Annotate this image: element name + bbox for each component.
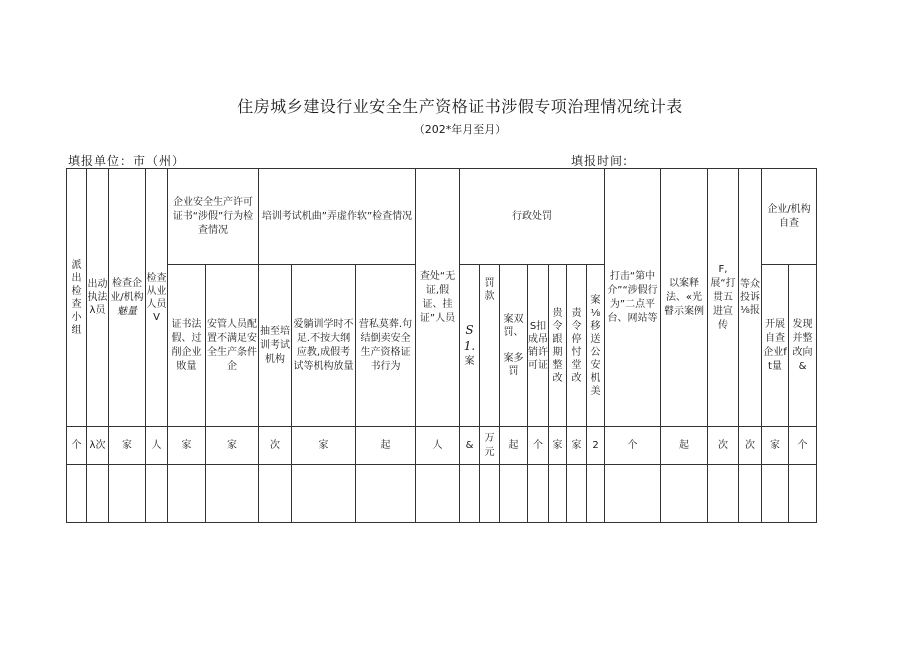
header-checked-practitioners: 检查从业人员V (146, 169, 168, 427)
data-cell[interactable] (480, 465, 500, 523)
unit-cell: 起 (500, 427, 528, 465)
empty-data-row (67, 465, 817, 523)
header-license-revoked: S扣成吊销许可证 (528, 265, 549, 427)
data-cell[interactable] (605, 465, 661, 523)
unit-cell: 个 (67, 427, 87, 465)
data-cell[interactable] (206, 465, 259, 523)
fill-time-label: 填报时间: (571, 154, 629, 168)
data-cell[interactable] (708, 465, 739, 523)
fill-unit-label: 填报单位：市（州） (68, 154, 186, 168)
header-five-campaign: F,展“打贯五进宣传 (708, 169, 739, 427)
unit-cell: 起 (356, 427, 416, 465)
header-transfer-police: 案⅛移送公安机美 (587, 265, 605, 427)
units-row (67, 427, 817, 465)
header-checked-enterprises-label: 检查企业/机构 (110, 277, 144, 303)
header-group-self-inspection: 企业/机构自查 (762, 169, 817, 265)
header-certificate-trafficking: 营私莫葬.句结倒卖安全生产资格证书行为 (356, 265, 416, 427)
unit-cell: 家 (206, 427, 259, 465)
header-self-inspected-enterprises: 开展自查企业ft量 (762, 265, 789, 427)
header-multi-penalty-label: 案多罚 (503, 353, 524, 377)
data-cell[interactable] (109, 465, 146, 523)
header-group-enterprise-license: 企业安全生产许可证书“涉假”行为检查情况 (168, 169, 259, 265)
data-cell[interactable] (762, 465, 789, 523)
unit-cell: 家 (292, 427, 356, 465)
unit-cell: 次 (708, 427, 739, 465)
data-cell[interactable] (460, 465, 480, 523)
header-case-count-label: 案 (464, 355, 475, 367)
header-public-reports: 等众投诉⅛报 (739, 169, 762, 427)
data-cell[interactable] (146, 465, 168, 523)
unit-cell: 个 (605, 427, 661, 465)
header-case-warning: 以案释法、«光瞽示案例 (661, 169, 708, 427)
data-cell[interactable] (549, 465, 567, 523)
header-case-count-mark: S1. (463, 322, 476, 353)
data-cell[interactable] (789, 465, 817, 523)
period-subtitle: （202*年月至月） (413, 123, 507, 136)
data-cell[interactable] (67, 465, 87, 523)
unit-cell: 家 (549, 427, 567, 465)
data-cell[interactable] (528, 465, 549, 523)
header-uncertified-personnel: 查处“无证,假证、挂证”人员 (416, 169, 460, 427)
unit-cell: 2 (587, 427, 605, 465)
header-dual-penalty (500, 265, 528, 427)
header-insufficient-hours: 爱躺训学时不足.不按大纲应教,成假考试等机构放量 (292, 265, 356, 427)
header-issues-found-rectified: 发现并整改向& (789, 265, 817, 427)
page-title: 住房城乡建设行业安全生产资格证书涉假专项治理情况统计表 (237, 97, 683, 116)
data-cell[interactable] (587, 465, 605, 523)
unit-cell: 家 (168, 427, 206, 465)
unit-cell: 次 (259, 427, 292, 465)
unit-cell: 次 (739, 427, 762, 465)
data-cell[interactable] (661, 465, 708, 523)
data-cell[interactable] (500, 465, 528, 523)
header-training-institutions-checked: 抽至培训考试机构 (259, 265, 292, 427)
data-cell[interactable] (416, 465, 460, 523)
unit-cell: 家 (567, 427, 587, 465)
unit-cell: 人 (416, 427, 460, 465)
unit-cell: & (460, 427, 480, 465)
header-fines: 罚款 (480, 265, 500, 427)
data-cell[interactable] (567, 465, 587, 523)
data-cell[interactable] (292, 465, 356, 523)
header-group-training-exam: 培训考试机曲”弄虚作软”检查情况 (259, 169, 416, 265)
header-dual-penalty-label: 案双罚、 (503, 314, 524, 338)
header-group-admin-penalty: 行政处罚 (460, 169, 605, 265)
unit-cell: 家 (109, 427, 146, 465)
header-fake-license-enterprises: 证书法假、过削企业敗量 (168, 265, 206, 427)
header-rectify-deadline: 贵令跟期整改 (549, 265, 567, 427)
header-safety-staff-shortage: 安管人员配置不满足安全生产条件企 (206, 265, 259, 427)
unit-cell: 起 (661, 427, 708, 465)
header-inspection-groups: 派出检查小组 (67, 169, 87, 427)
data-cell[interactable] (356, 465, 416, 523)
unit-cell: λ次 (87, 427, 109, 465)
data-cell[interactable] (87, 465, 109, 523)
unit-cell: 家 (762, 427, 789, 465)
header-checked-enterprises (109, 169, 146, 427)
header-crackdown-intermediaries: 打击“第中介”“涉假行为”二点平台、网站等 (605, 169, 661, 427)
header-suspend-rectify: 责令停忖堂改 (567, 265, 587, 427)
header-case-count (460, 265, 480, 427)
unit-cell: 个 (789, 427, 817, 465)
header-checked-enterprises-unit: 魅量 (117, 305, 137, 317)
unit-cell: 人 (146, 427, 168, 465)
header-enforcement-staff: 出动执法λ员 (87, 169, 109, 427)
data-cell[interactable] (259, 465, 292, 523)
data-cell[interactable] (739, 465, 762, 523)
data-cell[interactable] (168, 465, 206, 523)
statistics-table (66, 168, 817, 523)
unit-cell: 万元 (480, 427, 500, 465)
unit-cell: 个 (528, 427, 549, 465)
